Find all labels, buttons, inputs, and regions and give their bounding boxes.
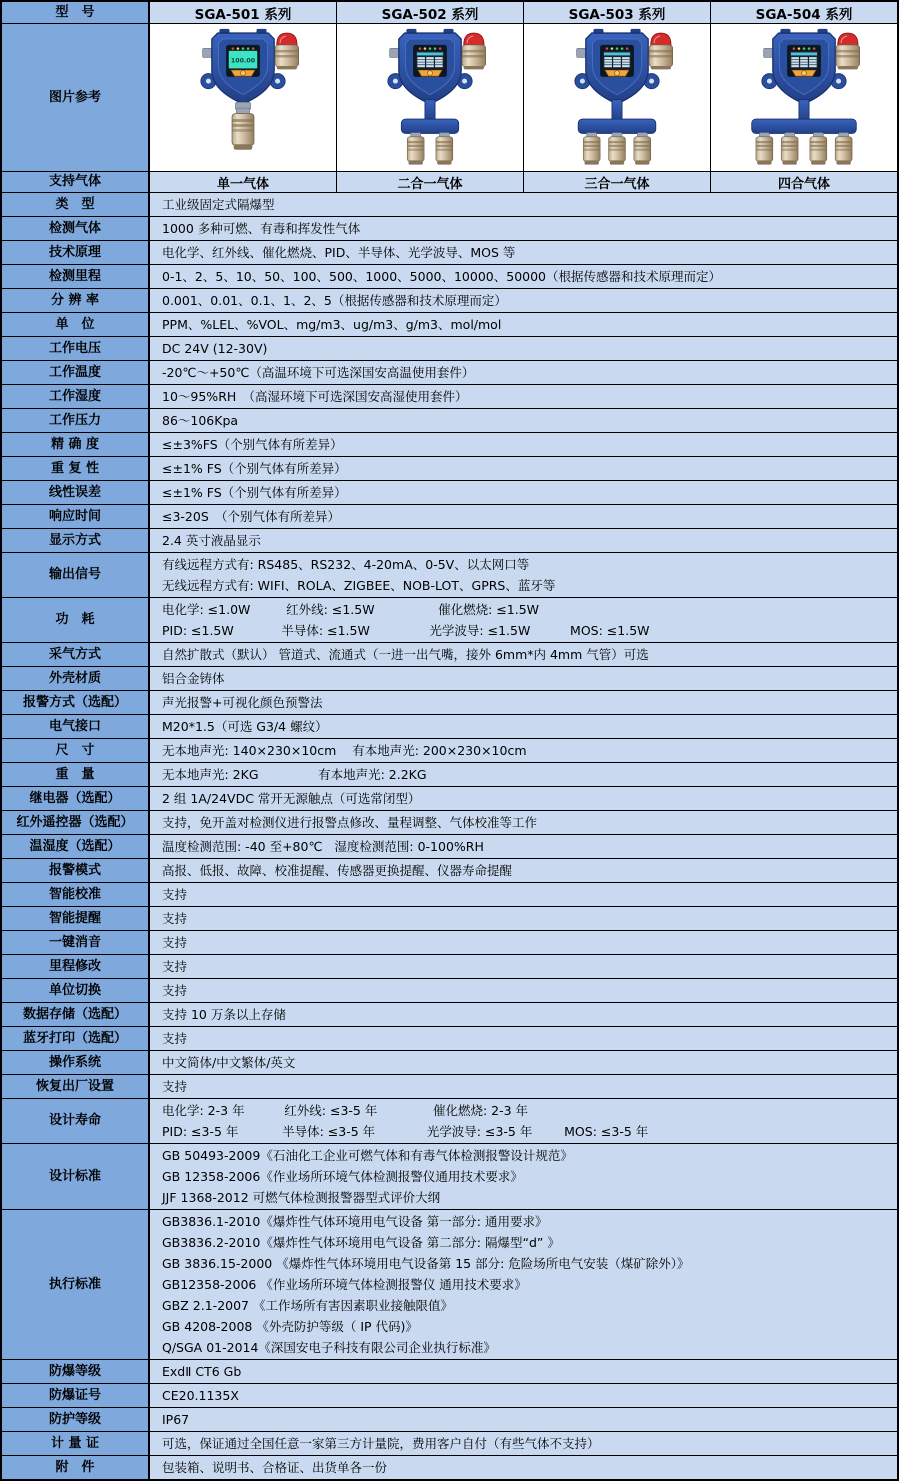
supported-gases-row [2,172,897,193]
row-value-line: 支持 [162,911,188,926]
table-row [2,598,897,643]
table-row [2,409,897,433]
row-value-line: 支持 [162,935,188,950]
table-row [2,433,897,457]
row-value [150,1360,897,1383]
row-value-line: Q/SGA 01-2014《深国安电子科技有限公司企业执行标准》 [162,1340,496,1355]
row-label: 检测气体 [2,217,150,240]
table-row [2,1144,897,1210]
model-name-sga-504: SGA-504 系列 [711,2,897,23]
table-row [2,763,897,787]
table-row [2,715,897,739]
row-value [150,1144,897,1209]
row-value [150,529,897,552]
row-value [150,1384,897,1407]
row-value [150,598,897,642]
table-row [2,1384,897,1408]
row-value-line: 工业级固定式隔爆型 [162,197,275,212]
row-label: 技术原理 [2,241,150,264]
support-value-sga-504: 四合气体 [711,172,897,192]
row-label: 显示方式 [2,529,150,552]
row-label: 精 确 度 [2,433,150,456]
row-value [150,1210,897,1359]
table-row [2,859,897,883]
row-label: 智能校准 [2,883,150,906]
spec-rows [2,193,897,1479]
row-label: 智能提醒 [2,907,150,930]
table-row [2,1408,897,1432]
detector-screen-reading: 100.00 [230,57,256,65]
row-value [150,217,897,240]
row-value [150,931,897,954]
product-photo-cell-sga-502 [337,24,524,171]
row-value [150,979,897,1002]
image-row-label: 图片参考 [2,24,150,171]
table-row [2,667,897,691]
row-label: 操作系统 [2,1051,150,1074]
row-value-line: 0.001、0.01、0.1、1、2、5（根据传感器和技术原理而定） [162,293,507,308]
row-value-line: 86～106Kpa [162,413,239,428]
gas-detector-four-sensor-image [716,28,892,168]
row-label: 执行标准 [2,1210,150,1359]
row-value-line: 2.4 英寸液晶显示 [162,533,261,548]
row-value [150,715,897,738]
table-row [2,337,897,361]
row-value-line: 支持 10 万条以上存储 [162,1007,286,1022]
row-label: 类 型 [2,193,150,216]
table-row [2,529,897,553]
row-value-line: ExdⅡ CT6 Gb [162,1364,242,1379]
row-label: 工作温度 [2,361,150,384]
row-label: 重 复 性 [2,457,150,480]
table-row [2,457,897,481]
table-row [2,313,897,337]
row-label: 重 量 [2,763,150,786]
table-row [2,1360,897,1384]
row-value [150,1456,897,1479]
row-label: 防爆等级 [2,1360,150,1383]
row-label: 采气方式 [2,643,150,666]
row-value [150,1432,897,1455]
row-label: 线性误差 [2,481,150,504]
support-value-sga-501: 单一气体 [150,172,337,192]
table-row [2,385,897,409]
table-row [2,787,897,811]
row-value-line: GBZ 2.1-2007 《工作场所有害因素职业接触限值》 [162,1298,453,1313]
row-value [150,337,897,360]
row-label: 计 量 证 [2,1432,150,1455]
row-value-line: M20*1.5（可选 G3/4 螺纹） [162,719,328,734]
row-value-line: GB 3836.15-2000 《爆炸性气体环境用电气设备第 15 部分: 危险场所电气安装（煤矿除外）》 [162,1256,690,1271]
row-value [150,811,897,834]
row-value-line: 电化学: ≤1.0W 红外线: ≤1.5W 催化燃烧: ≤1.5W [162,602,540,617]
row-value-line: GB 50493-2009《石油化工企业可燃气体和有毒气体检测报警设计规范》 [162,1148,573,1163]
table-row [2,1003,897,1027]
row-value-line: 支持 [162,1079,188,1094]
row-value [150,1075,897,1098]
row-value-line: ≤3-20S （个别气体有所差异） [162,509,341,524]
row-value-line: DC 24V (12-30V) [162,341,268,356]
row-value [150,835,897,858]
product-photo-cell-sga-504 [711,24,897,171]
row-label: 一键消音 [2,931,150,954]
row-value-line: 自然扩散式（默认） 管道式、流通式（一进一出气嘴，接外 6mm*内 4mm 气管）可选 [162,647,649,662]
row-label: 单位切换 [2,979,150,1002]
row-label: 输出信号 [2,553,150,597]
table-row [2,835,897,859]
table-row [2,1027,897,1051]
row-value-line: 支持 [162,983,188,998]
row-value-line: CE20.1135X [162,1388,239,1403]
table-row [2,553,897,598]
row-label: 电气接口 [2,715,150,738]
row-value [150,553,897,597]
row-value [150,1027,897,1050]
row-value-line: 温度检测范围: -40 至+80℃ 湿度检测范围: 0-100%RH [162,839,484,854]
row-label: 继电器（选配） [2,787,150,810]
support-value-sga-503: 三合一气体 [524,172,711,192]
row-label: 响应时间 [2,505,150,528]
row-value [150,409,897,432]
table-row [2,691,897,715]
row-value [150,859,897,882]
table-row [2,1051,897,1075]
row-value [150,241,897,264]
row-value [150,1408,897,1431]
row-label: 尺 寸 [2,739,150,762]
row-value [150,265,897,288]
row-value-line: 支持 [162,959,188,974]
table-row [2,241,897,265]
row-value-line: 包装箱、说明书、合格证、出货单各一份 [162,1460,388,1475]
row-label: 工作压力 [2,409,150,432]
row-label: 温湿度（选配） [2,835,150,858]
row-value-line: -20℃～+50℃（高温环境下可选深国安高温使用套件） [162,365,475,380]
table-row [2,883,897,907]
row-label: 数据存储（选配） [2,1003,150,1026]
row-value [150,907,897,930]
table-row [2,217,897,241]
product-photo-cell-sga-501 [150,24,337,171]
row-value [150,385,897,408]
table-row [2,643,897,667]
table-row [2,505,897,529]
row-label: 恢复出厂设置 [2,1075,150,1098]
model-name-sga-501: SGA-501 系列 [150,2,337,23]
row-value-line: 支持 [162,887,188,902]
gas-detector-single-sensor-image [155,28,331,168]
model-row-label: 型 号 [2,2,150,23]
row-value [150,481,897,504]
row-value-line: 无本地声光: 140×230×10cm 有本地声光: 200×230×10cm [162,743,527,758]
row-label: 报警模式 [2,859,150,882]
row-value-line: PPM、%LEL、%VOL、mg/m3、ug/m3、g/m3、mol/mol [162,317,502,332]
row-label: 红外遥控器（选配） [2,811,150,834]
row-label: 功 耗 [2,598,150,642]
row-value-line: PID: ≤1.5W 半导体: ≤1.5W 光学波导: ≤1.5W MOS: ≤1.5W [162,623,650,638]
table-row [2,811,897,835]
row-value-line: 无本地声光: 2KG 有本地声光: 2.2KG [162,767,427,782]
row-value [150,193,897,216]
product-photo-cell-sga-503 [524,24,711,171]
row-value-line: GB3836.2-2010《爆炸性气体环境用电气设备 第二部分: 隔爆型“d” 》 [162,1235,560,1250]
row-label: 报警方式（选配） [2,691,150,714]
row-label: 工作电压 [2,337,150,360]
table-row [2,979,897,1003]
row-value-line: ≤±1% FS（个别气体有所差异） [162,461,347,476]
model-header-row [2,2,897,24]
row-label: 单 位 [2,313,150,336]
gas-detector-two-sensor-image [342,28,518,168]
row-value [150,289,897,312]
row-value-line: 电化学、红外线、催化燃烧、PID、半导体、光学波导、MOS 等 [162,245,516,260]
table-row [2,481,897,505]
row-value-line: 电化学: 2-3 年 红外线: ≤3-5 年 催化燃烧: 2-3 年 [162,1103,529,1118]
row-value-line: GB 4208-2008 《外壳防护等级（ IP 代码)》 [162,1319,418,1334]
row-value-line: 可选，保证通过全国任意一家第三方计量院，费用客户自付（有些气体不支持） [162,1436,600,1451]
row-value [150,667,897,690]
table-row [2,361,897,385]
row-value [150,361,897,384]
table-row [2,289,897,313]
row-value [150,1099,897,1143]
row-value [150,505,897,528]
row-value-line: 2 组 1A/24VDC 常开无源触点（可选常闭型） [162,791,421,806]
support-value-sga-502: 二合一气体 [337,172,524,192]
row-label: 里程修改 [2,955,150,978]
row-label: 分 辨 率 [2,289,150,312]
table-row [2,931,897,955]
row-value-line: PID: ≤3-5 年 半导体: ≤3-5 年 光学波导: ≤3-5 年 MOS: ≤3-5 年 [162,1124,649,1139]
row-value-line: 高报、低报、故障、校准提醒、传感器更换提醒、仪器寿命提醒 [162,863,513,878]
row-label: 防爆证号 [2,1384,150,1407]
row-label: 检测里程 [2,265,150,288]
row-label: 设计标准 [2,1144,150,1209]
row-value-line: IP67 [162,1412,190,1427]
row-value-line: GB12358-2006 《作业场所环境气体检测报警仪 通用技术要求》 [162,1277,527,1292]
row-value-line: 1000 多种可燃、有毒和挥发性气体 [162,221,361,236]
support-row-label: 支持气体 [2,172,150,192]
row-value [150,643,897,666]
row-value [150,457,897,480]
row-value-line: 支持，免开盖对检测仪进行报警点修改、量程调整、气体校准等工作 [162,815,538,830]
row-value [150,1051,897,1074]
row-label: 防护等级 [2,1408,150,1431]
row-label: 附 件 [2,1456,150,1479]
table-row [2,265,897,289]
row-value [150,1003,897,1026]
row-value-line: 中文简体/中文繁体/英文 [162,1055,296,1070]
row-value-line: ≤±3%FS（个别气体有所差异） [162,437,343,452]
table-row [2,1456,897,1479]
row-value [150,739,897,762]
row-value-line: 支持 [162,1031,188,1046]
row-value-line: GB 12358-2006《作业场所环境气体检测报警仪通用技术要求》 [162,1169,523,1184]
gas-detector-three-sensor-image [529,28,705,168]
table-row [2,907,897,931]
row-value [150,433,897,456]
row-value [150,787,897,810]
model-name-sga-503: SGA-503 系列 [524,2,711,23]
row-value [150,955,897,978]
table-row [2,1432,897,1456]
row-value-line: JJF 1368-2012 可燃气体检测报警器型式评价大纲 [162,1190,441,1205]
row-value-line: ≤±1% FS（个别气体有所差异） [162,485,347,500]
row-value [150,691,897,714]
row-value [150,313,897,336]
table-row [2,955,897,979]
table-row [2,1075,897,1099]
image-reference-row [2,24,897,172]
row-value [150,763,897,786]
row-value-line: 无线远程方式有: WIFI、ROLA、ZIGBEE、NOB-LOT、GPRS、蓝牙等 [162,578,556,593]
table-row [2,193,897,217]
row-label: 蓝牙打印（选配） [2,1027,150,1050]
row-value-line: 声光报警+可视化颜色预警法 [162,695,323,710]
row-value-line: 铝合金铸体 [162,671,225,686]
table-row [2,739,897,763]
row-value-line: 0-1、2、5、10、50、100、500、1000、5000、10000、50000（根据传感器和技术原理而定） [162,269,722,284]
row-label: 外壳材质 [2,667,150,690]
row-value-line: GB3836.1-2010《爆炸性气体环境用电气设备 第一部分: 通用要求》 [162,1214,548,1229]
table-row [2,1099,897,1144]
row-label: 工作湿度 [2,385,150,408]
row-value [150,883,897,906]
model-name-sga-502: SGA-502 系列 [337,2,524,23]
row-value-line: 10～95%RH （高湿环境下可选深国安高湿使用套件） [162,389,468,404]
row-label: 设计寿命 [2,1099,150,1143]
row-value-line: 有线远程方式有: RS485、RS232、4-20mA、0-5V、以太网口等 [162,557,530,572]
table-row [2,1210,897,1360]
